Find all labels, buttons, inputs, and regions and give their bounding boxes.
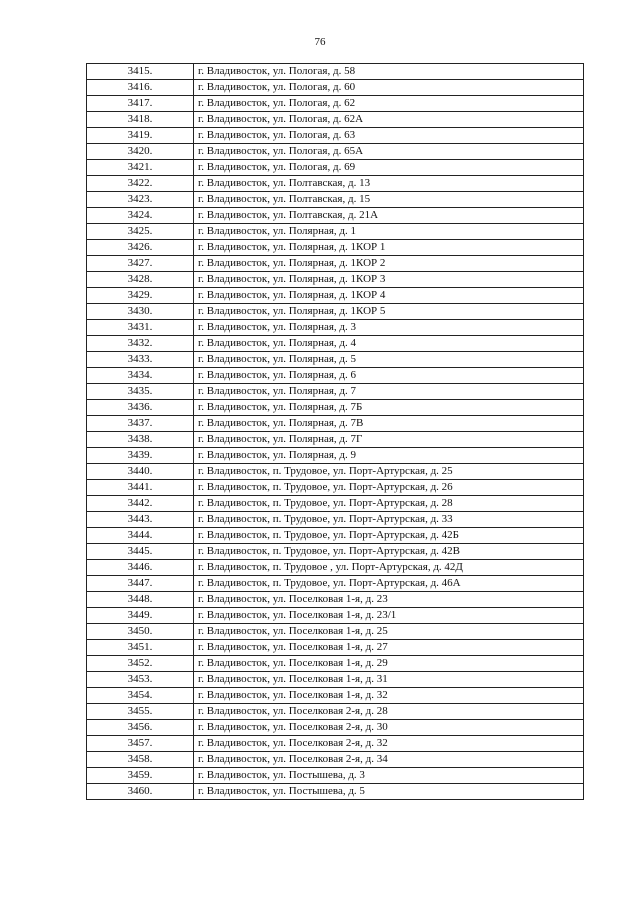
row-number-cell: 3447. <box>87 576 194 592</box>
page-number: 76 <box>314 36 326 48</box>
address-cell: г. Владивосток, ул. Полярная, д. 5 <box>194 352 584 368</box>
table-row <box>87 256 584 272</box>
row-number-cell: 3433. <box>87 352 194 368</box>
address-cell: г. Владивосток, ул. Поселковая 1-я, д. 23/1 <box>194 608 584 624</box>
row-number-cell: 3454. <box>87 688 194 704</box>
address-cell: г. Владивосток, п. Трудовое, ул. Порт-Артурская, д. 33 <box>194 512 584 528</box>
table-row <box>87 288 584 304</box>
row-number-cell: 3416. <box>87 80 194 96</box>
address-cell: г. Владивосток, п. Трудовое, ул. Порт-Артурская, д. 28 <box>194 496 584 512</box>
table-row <box>87 176 584 192</box>
row-number-cell: 3459. <box>87 768 194 784</box>
table-row <box>87 160 584 176</box>
table-row <box>87 672 584 688</box>
table-row <box>87 560 584 576</box>
table-row <box>87 336 584 352</box>
row-number-cell: 3415. <box>87 64 194 80</box>
address-cell: г. Владивосток, п. Трудовое, ул. Порт-Артурская, д. 46А <box>194 576 584 592</box>
address-cell: г. Владивосток, ул. Полтавская, д. 21А <box>194 208 584 224</box>
row-number-cell: 3429. <box>87 288 194 304</box>
row-number-cell: 3431. <box>87 320 194 336</box>
table-row <box>87 192 584 208</box>
row-number-cell: 3439. <box>87 448 194 464</box>
row-number-cell: 3456. <box>87 720 194 736</box>
table-row <box>87 368 584 384</box>
row-number-cell: 3460. <box>87 784 194 800</box>
row-number-cell: 3453. <box>87 672 194 688</box>
row-number-cell: 3445. <box>87 544 194 560</box>
address-cell: г. Владивосток, ул. Полярная, д. 1КОР 3 <box>194 272 584 288</box>
address-cell: г. Владивосток, ул. Поселковая 1-я, д. 29 <box>194 656 584 672</box>
table-row <box>87 640 584 656</box>
row-number-cell: 3426. <box>87 240 194 256</box>
row-number-cell: 3455. <box>87 704 194 720</box>
address-cell: г. Владивосток, ул. Полярная, д. 1КОР 5 <box>194 304 584 320</box>
row-number-cell: 3448. <box>87 592 194 608</box>
address-cell: г. Владивосток, п. Трудовое, ул. Порт-Артурская, д. 42Б <box>194 528 584 544</box>
table-row <box>87 448 584 464</box>
row-number-cell: 3442. <box>87 496 194 512</box>
table-row <box>87 128 584 144</box>
address-cell: г. Владивосток, ул. Пологая, д. 69 <box>194 160 584 176</box>
row-number-cell: 3419. <box>87 128 194 144</box>
address-cell: г. Владивосток, ул. Поселковая 1-я, д. 27 <box>194 640 584 656</box>
row-number-cell: 3432. <box>87 336 194 352</box>
address-cell: г. Владивосток, ул. Полярная, д. 6 <box>194 368 584 384</box>
table-row <box>87 144 584 160</box>
table-row <box>87 320 584 336</box>
address-cell: г. Владивосток, ул. Поселковая 2-я, д. 34 <box>194 752 584 768</box>
address-cell: г. Владивосток, ул. Постышева, д. 3 <box>194 768 584 784</box>
table-row <box>87 64 584 80</box>
address-cell: г. Владивосток, п. Трудовое, ул. Порт-Артурская, д. 42В <box>194 544 584 560</box>
table-row <box>87 576 584 592</box>
table-row <box>87 528 584 544</box>
address-cell: г. Владивосток, ул. Пологая, д. 63 <box>194 128 584 144</box>
address-cell: г. Владивосток, ул. Полярная, д. 7В <box>194 416 584 432</box>
row-number-cell: 3418. <box>87 112 194 128</box>
address-cell: г. Владивосток, п. Трудовое , ул. Порт-Артурская, д. 42Д <box>194 560 584 576</box>
table-row <box>87 208 584 224</box>
row-number-cell: 3434. <box>87 368 194 384</box>
table-row <box>87 304 584 320</box>
address-cell: г. Владивосток, ул. Полярная, д. 1КОР 1 <box>194 240 584 256</box>
row-number-cell: 3444. <box>87 528 194 544</box>
address-cell: г. Владивосток, ул. Полтавская, д. 15 <box>194 192 584 208</box>
address-cell: г. Владивосток, ул. Полярная, д. 7Б <box>194 400 584 416</box>
row-number-cell: 3421. <box>87 160 194 176</box>
table-row <box>87 752 584 768</box>
table-row <box>87 544 584 560</box>
address-cell: г. Владивосток, ул. Поселковая 1-я, д. 31 <box>194 672 584 688</box>
table-row <box>87 592 584 608</box>
address-cell: г. Владивосток, ул. Полярная, д. 1 <box>194 224 584 240</box>
table-row <box>87 240 584 256</box>
row-number-cell: 3451. <box>87 640 194 656</box>
table-row <box>87 432 584 448</box>
table-row <box>87 512 584 528</box>
table-row <box>87 80 584 96</box>
address-cell: г. Владивосток, ул. Поселковая 1-я, д. 32 <box>194 688 584 704</box>
address-cell: г. Владивосток, ул. Полтавская, д. 13 <box>194 176 584 192</box>
address-cell: г. Владивосток, п. Трудовое, ул. Порт-Артурская, д. 25 <box>194 464 584 480</box>
row-number-cell: 3446. <box>87 560 194 576</box>
row-number-cell: 3427. <box>87 256 194 272</box>
table-row <box>87 720 584 736</box>
row-number-cell: 3428. <box>87 272 194 288</box>
table-row <box>87 112 584 128</box>
table-row <box>87 224 584 240</box>
address-cell: г. Владивосток, ул. Полярная, д. 1КОР 2 <box>194 256 584 272</box>
table-row <box>87 496 584 512</box>
row-number-cell: 3422. <box>87 176 194 192</box>
address-cell: г. Владивосток, ул. Поселковая 2-я, д. 32 <box>194 736 584 752</box>
table-row <box>87 704 584 720</box>
row-number-cell: 3457. <box>87 736 194 752</box>
table-row <box>87 352 584 368</box>
row-number-cell: 3452. <box>87 656 194 672</box>
address-cell: г. Владивосток, ул. Поселковая 1-я, д. 25 <box>194 624 584 640</box>
address-cell: г. Владивосток, ул. Пологая, д. 60 <box>194 80 584 96</box>
row-number-cell: 3425. <box>87 224 194 240</box>
address-cell: г. Владивосток, ул. Поселковая 2-я, д. 28 <box>194 704 584 720</box>
table-row <box>87 272 584 288</box>
row-number-cell: 3423. <box>87 192 194 208</box>
address-cell: г. Владивосток, ул. Постышева, д. 5 <box>194 784 584 800</box>
address-cell: г. Владивосток, ул. Полярная, д. 9 <box>194 448 584 464</box>
row-number-cell: 3420. <box>87 144 194 160</box>
table-row <box>87 400 584 416</box>
address-table-body <box>87 64 584 800</box>
row-number-cell: 3417. <box>87 96 194 112</box>
address-cell: г. Владивосток, ул. Пологая, д. 62А <box>194 112 584 128</box>
address-cell: г. Владивосток, ул. Полярная, д. 1КОР 4 <box>194 288 584 304</box>
address-cell: г. Владивосток, ул. Пологая, д. 65А <box>194 144 584 160</box>
row-number-cell: 3450. <box>87 624 194 640</box>
table-row <box>87 384 584 400</box>
table-row <box>87 416 584 432</box>
address-cell: г. Владивосток, ул. Пологая, д. 58 <box>194 64 584 80</box>
row-number-cell: 3458. <box>87 752 194 768</box>
row-number-cell: 3424. <box>87 208 194 224</box>
row-number-cell: 3435. <box>87 384 194 400</box>
table-row <box>87 688 584 704</box>
address-cell: г. Владивосток, ул. Полярная, д. 4 <box>194 336 584 352</box>
address-cell: г. Владивосток, ул. Полярная, д. 7 <box>194 384 584 400</box>
row-number-cell: 3449. <box>87 608 194 624</box>
address-cell: г. Владивосток, ул. Поселковая 2-я, д. 30 <box>194 720 584 736</box>
table-row <box>87 656 584 672</box>
table-row <box>87 736 584 752</box>
row-number-cell: 3430. <box>87 304 194 320</box>
row-number-cell: 3441. <box>87 480 194 496</box>
row-number-cell: 3438. <box>87 432 194 448</box>
address-cell: г. Владивосток, ул. Поселковая 1-я, д. 23 <box>194 592 584 608</box>
address-cell: г. Владивосток, ул. Пологая, д. 62 <box>194 96 584 112</box>
address-cell: г. Владивосток, ул. Полярная, д. 7Г <box>194 432 584 448</box>
address-table <box>86 63 584 800</box>
address-cell: г. Владивосток, п. Трудовое, ул. Порт-Артурская, д. 26 <box>194 480 584 496</box>
row-number-cell: 3436. <box>87 400 194 416</box>
row-number-cell: 3443. <box>87 512 194 528</box>
row-number-cell: 3437. <box>87 416 194 432</box>
row-number-cell: 3440. <box>87 464 194 480</box>
table-row <box>87 480 584 496</box>
table-row <box>87 624 584 640</box>
table-row <box>87 784 584 800</box>
table-row <box>87 464 584 480</box>
table-row <box>87 768 584 784</box>
table-row <box>87 96 584 112</box>
table-row <box>87 608 584 624</box>
address-cell: г. Владивосток, ул. Полярная, д. 3 <box>194 320 584 336</box>
